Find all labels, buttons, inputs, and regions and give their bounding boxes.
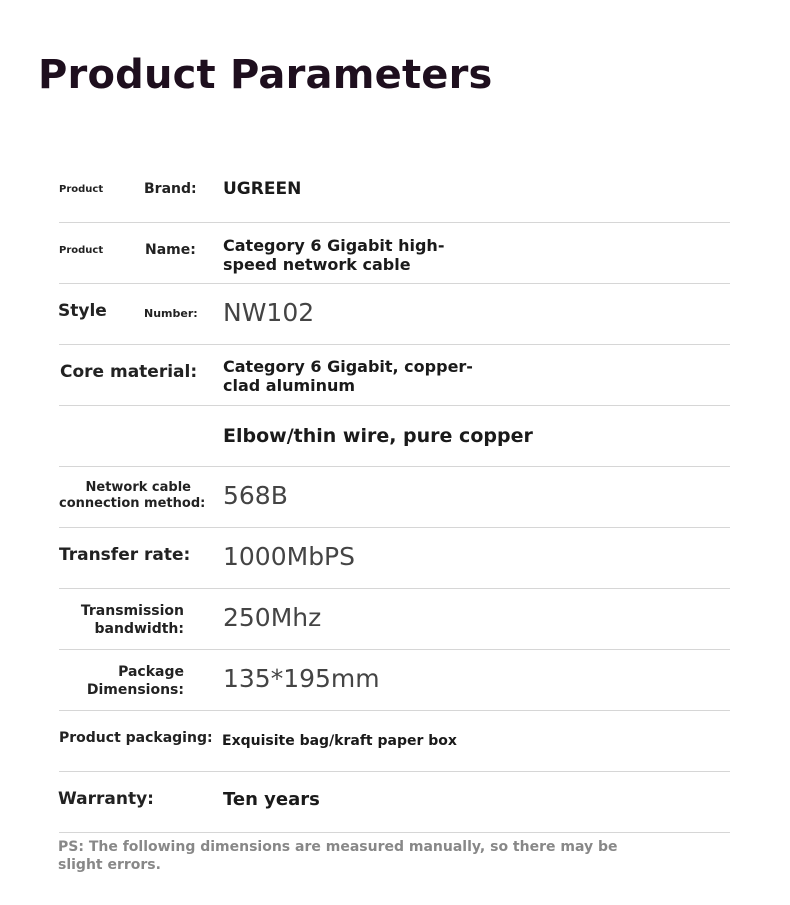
label-line: bandwidth:	[94, 621, 184, 637]
value-line: clad aluminum	[223, 376, 356, 395]
param-value-core-material	[223, 357, 473, 395]
label-line: Transmission	[80, 603, 184, 619]
param-value-warranty: Ten years	[223, 789, 320, 810]
label-line: Network cable	[85, 480, 191, 495]
label-line: Dimensions:	[86, 682, 184, 698]
param-row-core-material-alt	[59, 406, 730, 467]
param-row-bandwidth	[59, 589, 730, 650]
param-value-connection-method: 568B	[223, 481, 288, 510]
parameters-table	[59, 162, 730, 833]
param-row-product-name	[59, 223, 730, 284]
param-value-brand: UGREEN	[223, 179, 302, 199]
param-row-core-material	[59, 345, 730, 406]
param-value-packaging: Exquisite bag/kraft paper box	[222, 733, 457, 749]
param-label: Core material:	[60, 362, 198, 382]
param-label: Brand:	[144, 181, 197, 197]
param-row-style-number	[59, 284, 730, 345]
param-value-product-name	[223, 236, 444, 274]
param-value-transfer-rate: 1000MbPS	[223, 542, 356, 571]
value-line: Category 6 Gigabit high-	[223, 236, 445, 255]
param-row-package-dimensions	[59, 650, 730, 711]
param-label: Number:	[144, 307, 198, 320]
param-label-prefix: Style	[58, 301, 107, 321]
param-value-style-number: NW102	[223, 298, 315, 327]
page-title: Product Parameters	[38, 52, 493, 98]
param-label-prefix: Product	[59, 245, 104, 256]
param-row-warranty	[59, 772, 730, 833]
param-value-package-dimensions: 135*195mm	[223, 664, 380, 693]
label-line: Package	[118, 664, 184, 680]
param-label: Name:	[145, 242, 196, 258]
param-label	[59, 480, 206, 512]
param-label	[59, 663, 184, 699]
footnote: PS: The following dimensions are measured manually, so there may be slight errors.	[58, 839, 618, 873]
value-line: speed network cable	[223, 255, 411, 274]
param-row-transfer-rate	[59, 528, 730, 589]
param-label	[59, 602, 184, 638]
value-line: Category 6 Gigabit, copper-	[223, 357, 473, 376]
param-row-packaging	[59, 711, 730, 772]
param-row-brand	[59, 162, 730, 223]
param-row-connection-method	[59, 467, 730, 528]
param-label-prefix: Product	[59, 184, 104, 195]
label-line: connection method:	[59, 496, 206, 511]
param-label: Warranty:	[58, 789, 154, 809]
param-value-core-material-alt: Elbow/thin wire, pure copper	[223, 425, 533, 447]
param-label: Transfer rate:	[59, 545, 191, 565]
param-label: Product packaging:	[59, 730, 213, 746]
param-value-bandwidth: 250Mhz	[223, 603, 322, 632]
